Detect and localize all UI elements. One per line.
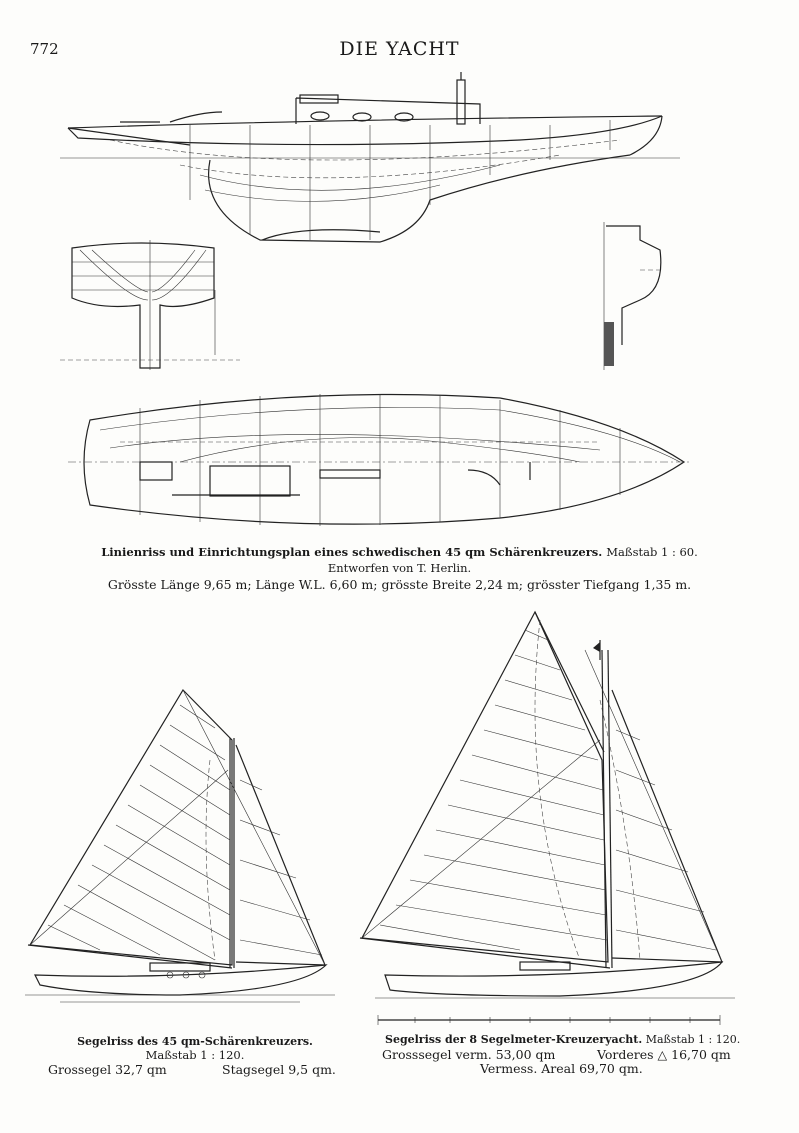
right-foresail: Vorderes △ 16,70 qm: [597, 1047, 731, 1062]
left-title: Segelriss des 45 qm-Schärenkreuzers.: [77, 1035, 313, 1048]
top-caption-line: [0, 545, 799, 559]
top-caption-scale: Maßstab 1 : 60.: [606, 545, 698, 559]
page-number: 772: [30, 40, 59, 58]
body-plan: [60, 240, 240, 370]
top-dimensions: Grösste Länge 9,65 m; Länge W.L. 6,60 m; grösste Breite 2,24 m; grösster Tiefgang 1,35 m.: [107, 577, 692, 592]
right-title: Segelriss der 8 Segelmeter-Kreuzeryacht.: [385, 1033, 643, 1046]
right-measured-area: Vermess. Areal 69,70 qm.: [480, 1061, 643, 1076]
top-caption-title: Linienriss und Einrichtungsplan eines schwedischen 45 qm Schärenkreuzers.: [101, 545, 603, 559]
left-staysail: Stagsegel 9,5 qm.: [222, 1062, 336, 1077]
left-scale: Maßstab 1 : 120.: [145, 1048, 245, 1062]
running-head: DIE YACHT: [339, 38, 460, 60]
hull-profile: [60, 72, 680, 242]
left-mainsail: Grossegel 32,7 qm: [48, 1062, 167, 1077]
top-designer: Entworfen von T. Herlin.: [327, 561, 472, 575]
transom-detail: [604, 222, 661, 370]
left-sail-plan: [25, 690, 335, 1002]
accommodation-plan: [68, 394, 690, 526]
right-sail-plan: [360, 612, 735, 1025]
right-scale: Maßstab 1 : 120.: [645, 1033, 741, 1046]
right-caption-line: [385, 1033, 741, 1046]
right-mainsail: Grosssegel verm. 53,00 qm: [382, 1047, 556, 1062]
